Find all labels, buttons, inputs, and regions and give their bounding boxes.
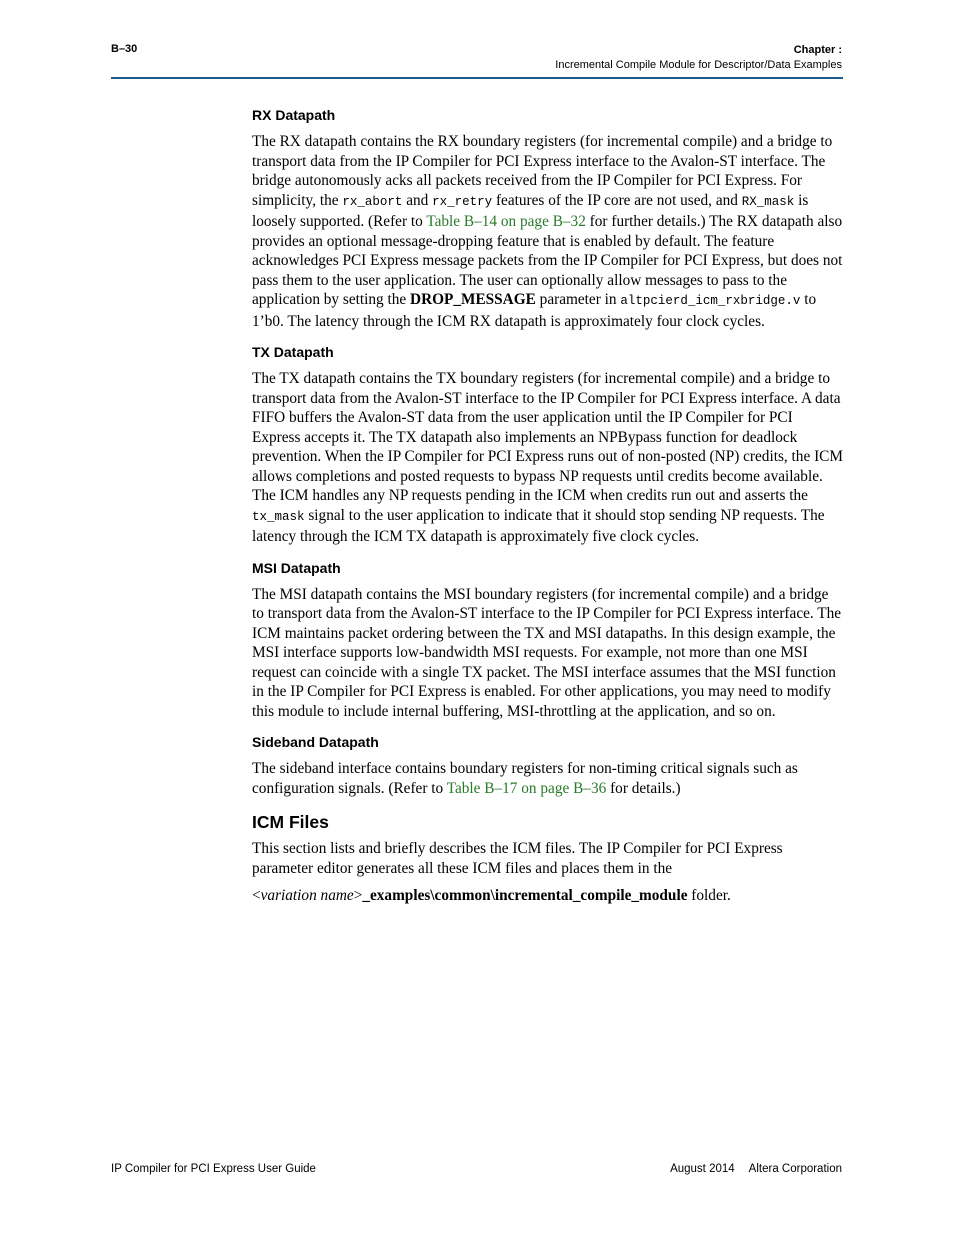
header-rule: [111, 77, 843, 79]
msi-datapath-paragraph: The MSI datapath contains the MSI boundary registers (for incremental compile) and a bridge to transport data from the Avalon-ST interface to the IP Compiler for PCI Express interface. The ICM maintains packet ordering between the TX and MSI datapaths. In this design example, the MSI interface supports low-bandwidth MSI requests. For example, not more than one MSI request can coincide with a single TX packet. The MSI interface assumes that the MSI function in the IP Compiler for PCI Express is enabled. For other applications, you may need to modify this module to include internal buffering, MSI-throttling at the application, and so on.: [252, 585, 842, 720]
code-tx-mask: tx_mask: [252, 509, 305, 524]
path-suffix: folder.: [687, 887, 731, 904]
path-variation-name: variation name: [260, 887, 354, 904]
tx-datapath-paragraph: [252, 369, 844, 547]
sideband-datapath-paragraph: [252, 759, 844, 798]
msi-datapath-section: [252, 559, 844, 722]
chapter-title: Incremental Compile Module for Descriptor/Data Examples: [555, 59, 842, 71]
code-rx-abort: rx_abort: [342, 194, 403, 209]
path-gt: >: [353, 887, 363, 904]
page-number: B–30: [111, 43, 138, 55]
code-rx-retry: rx_retry: [432, 194, 493, 209]
text-run: for details.): [606, 779, 681, 797]
footer-date: August 2014: [670, 1163, 735, 1175]
footer-right: [670, 1163, 842, 1175]
text-run: is loosely supported. (Refer to: [252, 191, 809, 230]
rx-datapath-section: [252, 106, 844, 331]
tx-datapath-heading: TX Datapath: [252, 344, 334, 360]
path-folder: _examples\common\incremental_compile_module: [362, 887, 688, 904]
drop-message-param: DROP_MESSAGE: [410, 291, 536, 308]
icm-files-section: [252, 810, 844, 906]
text-run: The sideband interface contains boundary registers for non-timing critical signals such as configuration signals. (Refer to: [252, 760, 798, 797]
rx-datapath-paragraph: [252, 132, 844, 331]
msi-datapath-heading: MSI Datapath: [252, 559, 341, 576]
footer-guide-title: IP Compiler for PCI Express User Guide: [111, 1163, 316, 1175]
text-run: features of the IP core are not used, and: [492, 191, 742, 209]
text-run: and: [402, 191, 433, 209]
chapter-label: Chapter :: [793, 44, 842, 56]
page-body: [252, 106, 844, 918]
table-b17-link[interactable]: Table B–17 on page B–36: [446, 779, 607, 797]
tx-datapath-section: [252, 343, 844, 547]
sideband-datapath-section: [252, 733, 844, 798]
rx-datapath-heading: RX Datapath: [252, 107, 336, 123]
text-run: signal to the user application to indicate that it should stop sending NP requests. The latency through the ICM TX datapath is approximately five clock cycles.: [252, 506, 825, 545]
path-lt: <: [252, 887, 261, 904]
text-run: for further details.) The RX datapath also provides an optional message-dropping feature that is enabled by default. The feature acknowledges PCI Express message packets from the IP Compiler for PCI Express, but does not pass them to the user application. The user can optionally allow messages to pass to the application by setting the: [252, 213, 843, 308]
icm-files-path: [252, 886, 844, 906]
code-rxbridge-file: altpcierd_icm_rxbridge.v: [620, 294, 801, 308]
table-b14-link[interactable]: Table B–14 on page B–32: [426, 213, 586, 230]
running-header: [555, 43, 842, 73]
sideband-datapath-heading: Sideband Datapath: [252, 734, 379, 750]
text-run: parameter in: [535, 291, 621, 308]
text-run: to 1’b0. The latency through the ICM RX datapath is approximately four clock cycles.: [252, 291, 817, 330]
icm-files-paragraph: This section lists and briefly describes the ICM files. The IP Compiler for PCI Express parameter editor generates all these ICM files and places them in the: [252, 840, 783, 877]
icm-files-heading: ICM Files: [252, 812, 329, 832]
text-run: The TX datapath contains the TX boundary registers (for incremental compile) and a bridge to transport data from the Avalon-ST interface to the IP Compiler for PCI Express interface. A data FIFO buffers the Avalon-ST data from the user application until the IP Compiler for PCI Express accepts it. The TX datapath also implements an NPBypass function for deadlock prevention. When the IP Compiler for PCI Express runs out of non-posted (NP) credits, the ICM allows completions and posted requests to bypass NP requests until credits become available. The ICM handles any NP requests pending in the ICM when credits run out and asserts the: [252, 370, 843, 504]
footer-company: Altera Corporation: [748, 1163, 842, 1175]
code-rx-mask: RX_mask: [741, 194, 795, 209]
text-run: The RX datapath contains the RX boundary registers (for incremental compile) and a bridge to transport data from the IP Compiler for PCI Express interface to the Avalon-ST interface. The bridge autonomously acks all packets received from the IP Compiler for PCI Express. For simplicity, the: [252, 133, 833, 209]
